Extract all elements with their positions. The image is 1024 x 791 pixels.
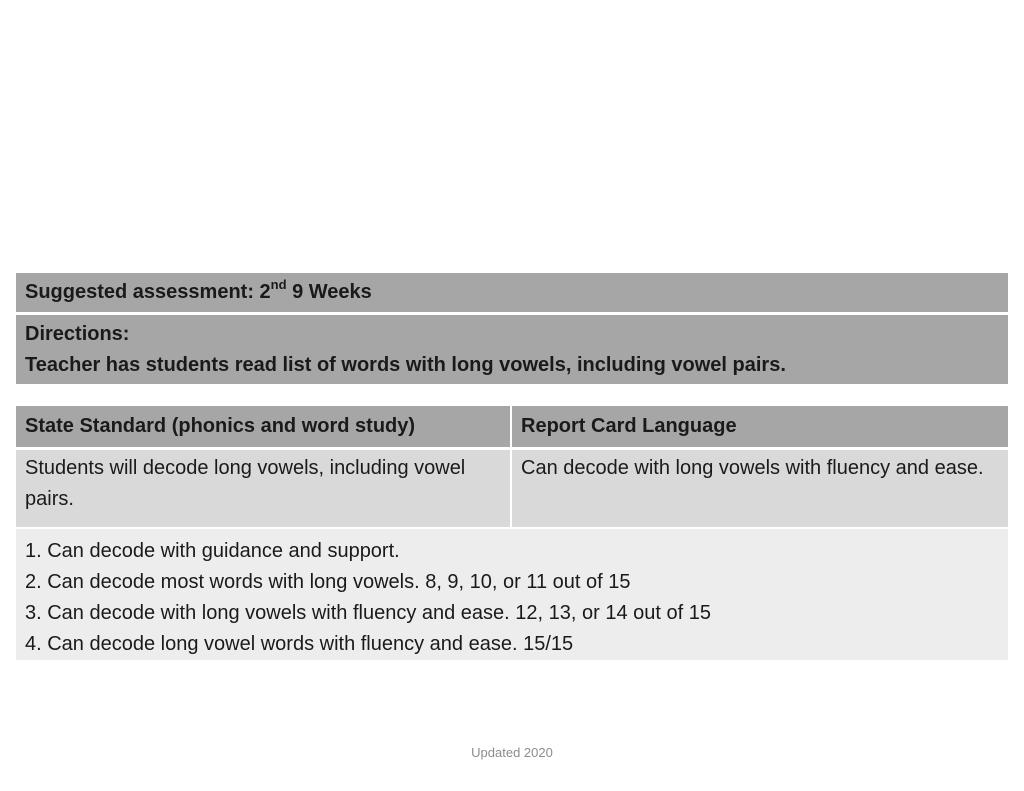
level-item: 2. Can decode most words with long vowels. 8, 9, 10, or 11 out of 15 (25, 571, 631, 593)
standards-table (16, 406, 1008, 660)
directions-row (16, 315, 1008, 384)
assessment-title-suffix: 9 Weeks (286, 281, 372, 303)
levels-row (16, 529, 1008, 660)
standards-content-row (16, 450, 1008, 527)
report-card-header: Report Card Language (512, 406, 1008, 447)
directions-heading: Directions: (25, 323, 130, 345)
state-standard-header: State Standard (phonics and word study) (16, 406, 512, 447)
assessment-table (16, 273, 1008, 384)
report-card-cell: Can decode with long vowels with fluency and ease. (512, 450, 1008, 527)
state-standard-cell: Students will decode long vowels, including vowel pairs. (16, 450, 512, 527)
directions-text: Teacher has students read list of words with long vowels, including vowel pairs. (25, 354, 786, 376)
level-item: 3. Can decode with long vowels with fluency and ease. 12, 13, or 14 out of 15 (25, 602, 711, 624)
level-item: 1. Can decode with guidance and support. (25, 540, 400, 562)
footer-updated: Updated 2020 (471, 745, 553, 760)
level-item: 4. Can decode long vowel words with fluency and ease. 15/15 (25, 633, 574, 655)
assessment-title (16, 277, 381, 308)
assessment-title-ordinal: nd (270, 277, 287, 293)
standards-header-row (16, 406, 1008, 450)
assessment-header-row (16, 273, 1008, 315)
assessment-title-prefix: Suggested assessment: 2 (25, 281, 271, 303)
